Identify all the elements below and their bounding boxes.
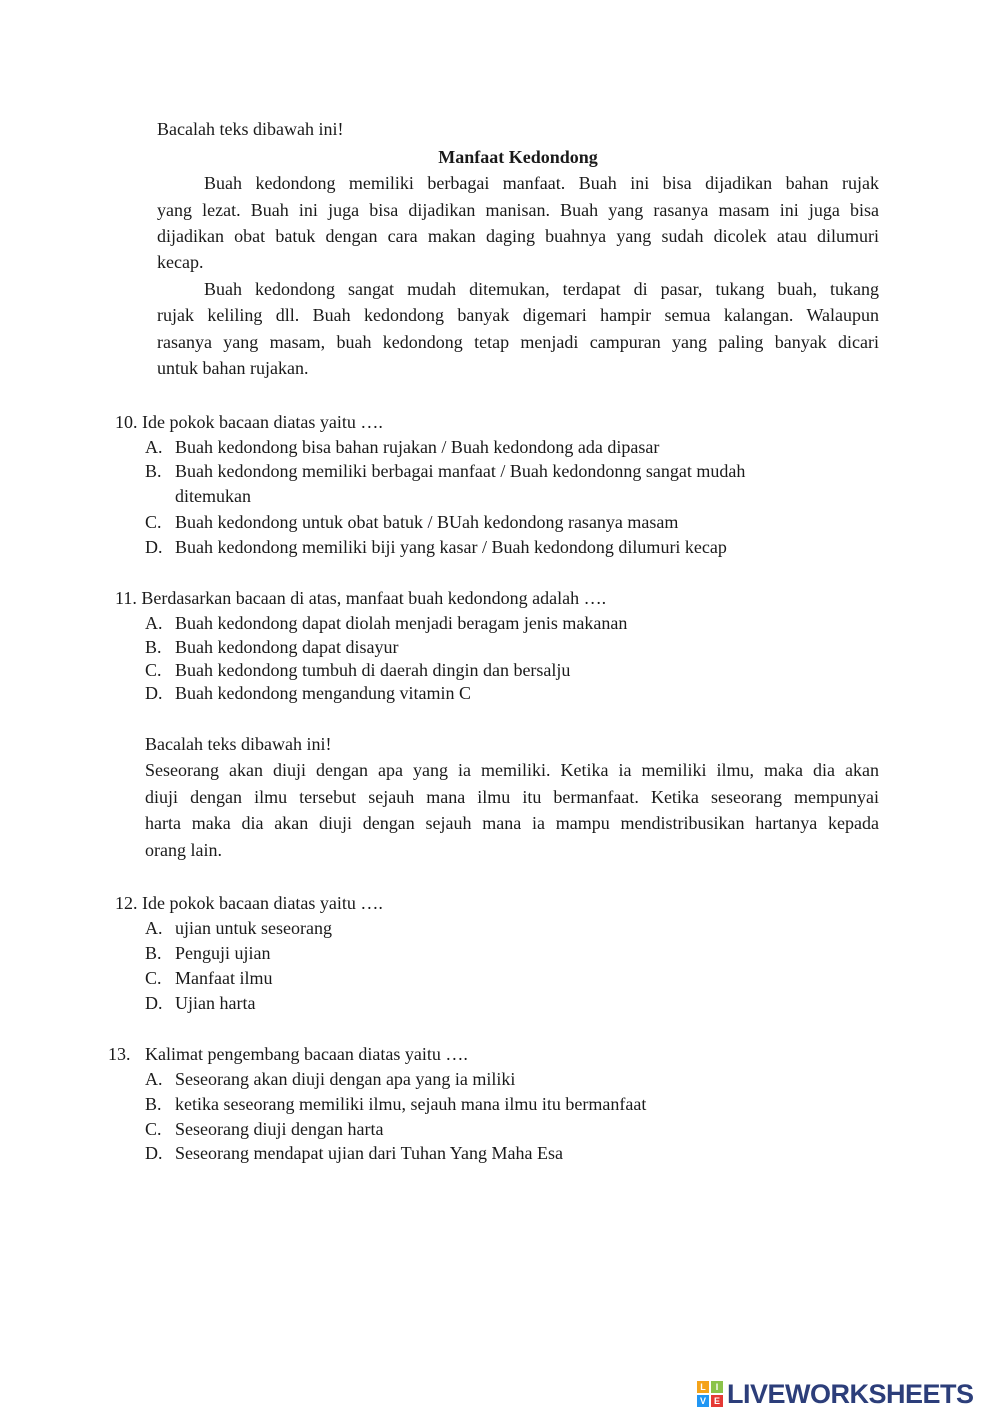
q10-option-d[interactable]: [145, 536, 727, 558]
option-letter: B.: [145, 461, 162, 481]
passage2-instruction: Bacalah teks dibawah ini!: [145, 734, 332, 754]
question-text: Kalimat pengembang bacaan diatas yaitu ….: [145, 1044, 468, 1064]
option-text: Buah kedondong untuk obat batuk / BUah kedondong rasanya masam: [175, 512, 679, 532]
question-text: Ide pokok bacaan diatas yaitu ….: [142, 412, 383, 432]
question-11: [115, 587, 606, 609]
option-letter: D.: [145, 993, 163, 1013]
q10-option-c[interactable]: [145, 511, 678, 533]
option-text: Buah kedondong tumbuh di daerah dingin dan bersalju: [175, 660, 571, 680]
option-text: Seseorang akan diuji dengan apa yang ia miliki: [175, 1069, 516, 1089]
q10-option-b[interactable]: [145, 460, 745, 482]
option-text: Seseorang diuji dengan harta: [175, 1119, 384, 1139]
passage1-p2-line1: Buah kedondong sangat mudah ditemukan, terdapat di pasar, tukang buah, tukang: [204, 279, 879, 299]
passage2-line2: diuji dengan ilmu tersebut sejauh mana ilmu itu bermanfaat. Ketika seseorang mempunyai: [145, 787, 879, 807]
question-text: Berdasarkan bacaan di atas, manfaat buah kedondong adalah ….: [141, 588, 607, 608]
passage1-p2-line4: untuk bahan rujakan.: [157, 358, 309, 378]
option-letter: C.: [145, 660, 162, 680]
option-text: Buah kedondong memiliki berbagai manfaat / Buah kedondonng sangat mudah: [175, 461, 746, 481]
q12-option-d[interactable]: [145, 992, 255, 1014]
question-number: 12.: [115, 893, 138, 913]
passage1-p1-line4: kecap.: [157, 252, 204, 272]
question-number: 13.: [108, 1044, 131, 1064]
passage1-p1-line3: dijadikan obat batuk dengan cara makan daging buahnya yang sudah dicolek atau dilumuri: [157, 226, 879, 246]
option-letter: D.: [145, 683, 163, 703]
logo-letter: E: [711, 1395, 723, 1407]
option-letter: A.: [145, 437, 163, 457]
q13-option-d[interactable]: [145, 1142, 563, 1164]
q10-option-a[interactable]: [145, 436, 659, 458]
passage1-p1-line2: yang lezat. Buah ini juga bisa dijadikan manisan. Buah yang rasanya masam ini juga bisa: [157, 200, 879, 220]
q13-option-a[interactable]: [145, 1068, 515, 1090]
q13-option-b[interactable]: [145, 1093, 646, 1115]
option-text: Manfaat ilmu: [175, 968, 273, 988]
question-12: [115, 892, 383, 914]
option-text: ketika seseorang memiliki ilmu, sejauh mana ilmu itu bermanfaat: [175, 1094, 647, 1114]
passage1-p1-line1: Buah kedondong memiliki berbagai manfaat. Buah ini bisa dijadikan bahan rujak: [204, 173, 879, 193]
passage2-line4: orang lain.: [145, 840, 222, 860]
option-letter: B.: [145, 943, 162, 963]
q10-option-b-cont: ditemukan: [175, 486, 251, 506]
option-text: Buah kedondong dapat disayur: [175, 637, 399, 657]
q12-option-c[interactable]: [145, 967, 272, 989]
question-number: 11.: [115, 588, 137, 608]
question-number: 10.: [115, 412, 138, 432]
q13-option-c[interactable]: [145, 1118, 383, 1140]
q11-option-b[interactable]: [145, 636, 398, 658]
option-letter: A.: [145, 613, 163, 633]
q11-option-d[interactable]: [145, 682, 471, 704]
option-letter: C.: [145, 1119, 162, 1139]
question-13: [108, 1043, 468, 1065]
q11-option-a[interactable]: [145, 612, 627, 634]
option-letter: C.: [145, 968, 162, 988]
option-letter: B.: [145, 637, 162, 657]
option-text: Buah kedondong dapat diolah menjadi beragam jenis makanan: [175, 613, 628, 633]
option-letter: B.: [145, 1094, 162, 1114]
option-text: Seseorang mendapat ujian dari Tuhan Yang Maha Esa: [175, 1143, 563, 1163]
passage2-line3: harta maka dia akan diuji dengan sejauh mana ia mampu mendistribusikan hartanya kepada: [145, 813, 879, 833]
option-letter: D.: [145, 537, 163, 557]
option-letter: D.: [145, 1143, 163, 1163]
question-10: [115, 411, 383, 433]
q11-option-c[interactable]: [145, 659, 570, 681]
liveworksheets-logo-icon: [697, 1381, 723, 1407]
option-letter: C.: [145, 512, 162, 532]
option-text: Buah kedondong memiliki biji yang kasar / Buah kedondong dilumuri kecap: [175, 537, 727, 557]
passage1-p2-line2: rujak keliling dll. Buah kedondong banyak digemari hampir semua kalangan. Walaupun: [157, 305, 879, 325]
option-letter: A.: [145, 918, 163, 938]
logo-letter: I: [711, 1381, 723, 1393]
logo-letter: V: [697, 1395, 709, 1407]
passage2-line1: Seseorang akan diuji dengan apa yang ia memiliki. Ketika ia memiliki ilmu, maka dia akan: [145, 760, 879, 780]
q12-option-b[interactable]: [145, 942, 271, 964]
liveworksheets-logo-text: LIVEWORKSHEETS: [727, 1378, 974, 1409]
passage1-p2-line3: rasanya yang masam, buah kedondong tetap menjadi campuran yang paling banyak dicari: [157, 332, 879, 352]
option-text: Buah kedondong mengandung vitamin C: [175, 683, 471, 703]
option-text: Ujian harta: [175, 993, 256, 1013]
option-letter: A.: [145, 1069, 163, 1089]
option-text: ujian untuk seseorang: [175, 918, 332, 938]
logo-letter: L: [697, 1381, 709, 1393]
option-text: Penguji ujian: [175, 943, 271, 963]
question-text: Ide pokok bacaan diatas yaitu ….: [142, 893, 383, 913]
passage1-title: Manfaat Kedondong: [438, 147, 598, 167]
q12-option-a[interactable]: [145, 917, 332, 939]
passage1-instruction: Bacalah teks dibawah ini!: [157, 119, 344, 139]
option-text: Buah kedondong bisa bahan rujakan / Buah kedondong ada dipasar: [175, 437, 660, 457]
liveworksheets-logo[interactable]: [697, 1377, 974, 1411]
